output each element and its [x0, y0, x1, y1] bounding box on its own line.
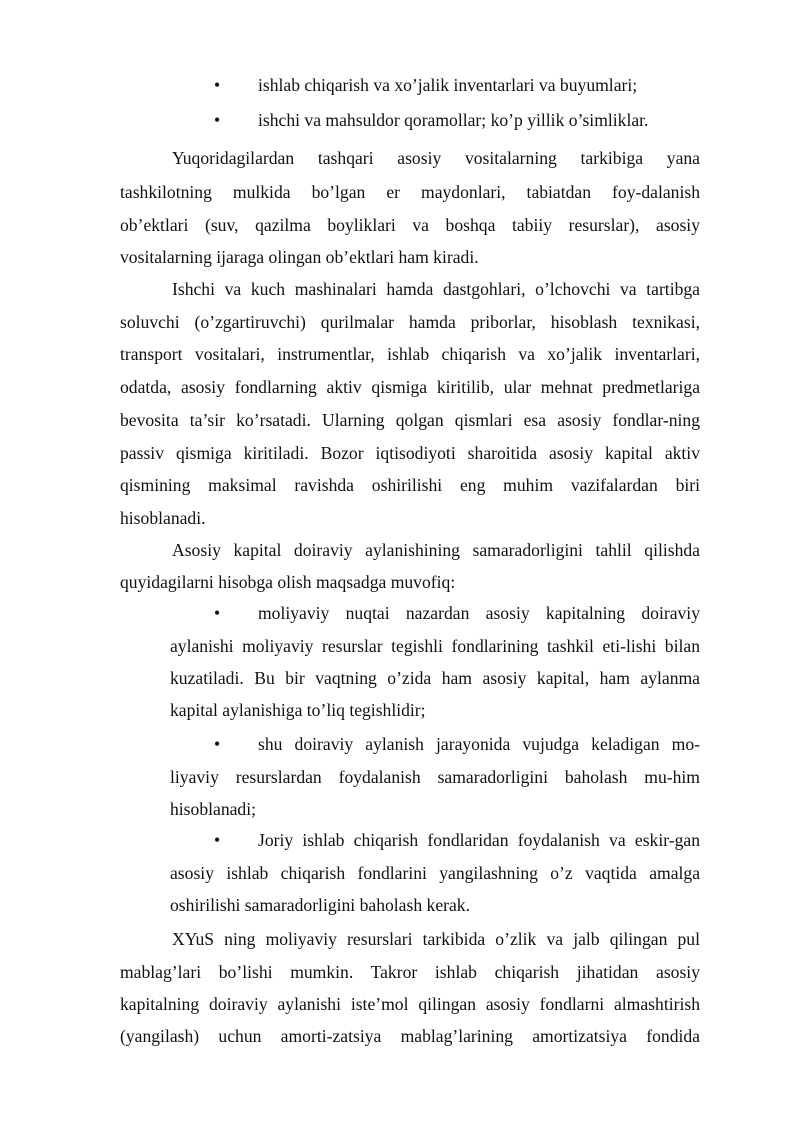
bullet-marker: •: [214, 734, 221, 754]
list-item: ishchi va mahsuldor qoramollar; ko’p yillik o’simliklar.: [258, 110, 649, 130]
list-item: liyaviy resurslardan foydalanish samaradorligini baholash mu-him: [170, 767, 700, 787]
list-item: hisoblanadi;: [170, 799, 257, 819]
paragraph-line: odatda, asosiy fondlarning aktiv qismiga kiritilib, ular mehnat predmetlariga: [120, 377, 700, 397]
list-item: asosiy ishlab chiqarish fondlarini yangilashning o’z vaqtida amalga: [170, 863, 700, 883]
list-item: moliyaviy nuqtai nazardan asosiy kapitalning doiraviy: [258, 603, 700, 623]
paragraph-line: kapitalning doiraviy aylanishi iste’mol qilingan asosiy fondlarni almashtirish: [120, 994, 700, 1014]
list-item: oshirilishi samaradorligini baholash kerak.: [170, 895, 471, 915]
paragraph-line: bevosita ta’sir ko’rsatadi. Ularning qolgan qismlari esa asosiy fondlar-ning: [120, 410, 700, 430]
paragraph-line: transport vositalari, instrumentlar, ishlab chiqarish va xo’jalik inventarlari,: [120, 344, 700, 364]
paragraph-line: quyidagilarni hisobga olish maqsadga muvofiq:: [120, 572, 456, 592]
bullet-marker: •: [214, 830, 221, 850]
paragraph-line: Asosiy kapital doiraviy aylanishining samaradorligini tahlil qilishda: [172, 540, 700, 560]
bullet-marker: •: [214, 75, 221, 95]
paragraph-line: ob’ektlari (suv, qazilma boyliklari va boshqa tabiiy resurslar), asosiy: [120, 215, 700, 235]
paragraph-line: passiv qismiga kiritiladi. Bozor iqtisodiyoti sharoitida asosiy kapital aktiv: [120, 443, 700, 463]
list-item: shu doiraviy aylanish jarayonida vujudga keladigan mo-: [258, 734, 700, 754]
list-item: kapital aylanishiga to’liq tegishlidir;: [170, 700, 426, 720]
paragraph-line: Ishchi va kuch mashinalari hamda dastgohlari, o’lchovchi va tartibga: [172, 279, 700, 299]
paragraph-line: XYuS ning moliyaviy resurslari tarkibida o’zlik va jalb qilingan pul: [172, 929, 700, 949]
bullet-marker: •: [214, 110, 221, 130]
paragraph-line: tashkilotning mulkida bo’lgan er maydonlari, tabiatdan foy-dalanish: [120, 182, 700, 202]
list-item: Joriy ishlab chiqarish fondlaridan foydalanish va eskir-gan: [258, 830, 700, 850]
paragraph-line: mablag’lari bo’lishi mumkin. Takror ishlab chiqarish jihatidan asosiy: [120, 962, 700, 982]
paragraph-line: hisoblanadi.: [120, 508, 206, 528]
bullet-marker: •: [214, 603, 221, 623]
list-item: aylanishi moliyaviy resurslar tegishli fondlarining tashkil eti-lishi bilan: [170, 636, 700, 656]
paragraph-line: soluvchi (o’zgartiruvchi) qurilmalar hamda priborlar, hisoblash texnikasi,: [120, 312, 700, 332]
list-item: kuzatiladi. Bu bir vaqtning o’zida ham asosiy kapital, ham aylanma: [170, 668, 700, 688]
paragraph-line: Yuqoridagilardan tashqari asosiy vositalarning tarkibiga yana: [172, 148, 700, 168]
paragraph-line: (yangilash) uchun amorti-zatsiya mablag’larining amortizatsiya fondida: [120, 1026, 700, 1046]
paragraph-line: qismining maksimal ravishda oshirilishi eng muhim vazifalardan biri: [120, 475, 700, 495]
list-item: ishlab chiqarish va xo’jalik inventarlari va buyumlari;: [258, 75, 638, 95]
paragraph-line: vositalarning ijaraga olingan ob’ektlari ham kiradi.: [120, 247, 479, 267]
